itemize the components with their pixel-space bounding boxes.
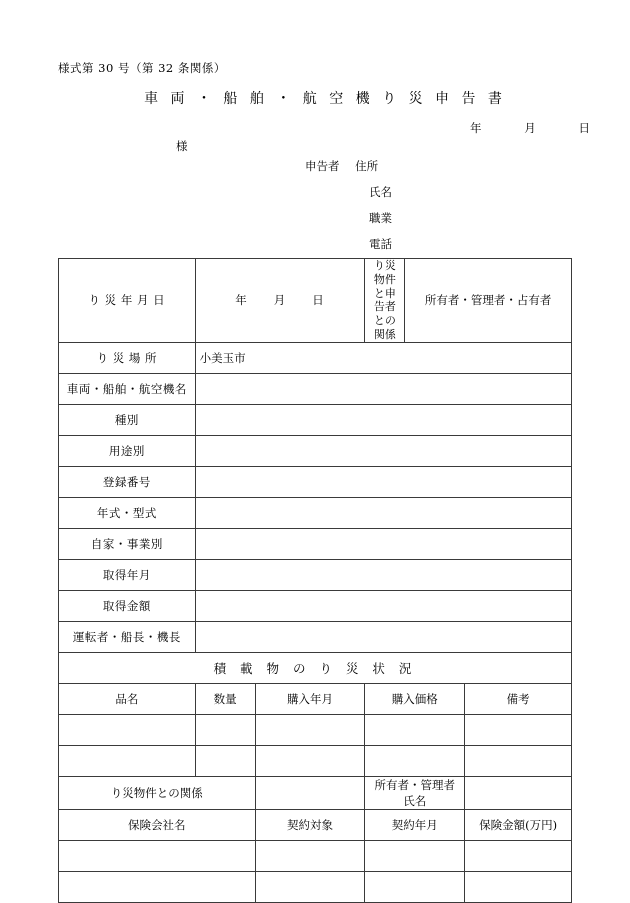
insurance-cell-amount[interactable] [465, 840, 572, 871]
cargo-header-item: 品名 [59, 683, 196, 714]
table-row [59, 497, 572, 528]
label-disaster-date: り 災 年 月 日 [59, 259, 196, 343]
field-private-business[interactable] [195, 528, 571, 559]
insurance-headers-row [59, 809, 572, 840]
table-row [59, 621, 572, 652]
cargo-section-header-row [59, 652, 572, 683]
field-year-model[interactable] [195, 497, 571, 528]
table-row [59, 404, 572, 435]
insurance-cell-contract-date[interactable] [365, 871, 465, 902]
cargo-cell-purchase-date[interactable] [255, 745, 365, 776]
cargo-cell-purchase-date[interactable] [255, 714, 365, 745]
cargo-cell-purchase-price[interactable] [365, 745, 465, 776]
form-number: 様式第 30 号（第 32 条関係） [58, 61, 226, 75]
declarant-field-phone: 電話 [369, 237, 392, 251]
table-row-disaster-date [59, 259, 572, 343]
label-type: 種別 [59, 404, 196, 435]
table-row [59, 528, 572, 559]
insurance-cell-amount[interactable] [465, 871, 572, 902]
declarant-name-row [305, 184, 392, 200]
table-row [59, 466, 572, 497]
field-relation-to-object-2[interactable] [255, 776, 365, 809]
label-vehicle-name: 車両・船舶・航空機名 [59, 373, 196, 404]
cargo-cell-remarks[interactable] [465, 745, 572, 776]
insurance-cell-company[interactable] [59, 840, 256, 871]
field-disaster-date[interactable] [195, 259, 365, 343]
table-row [59, 559, 572, 590]
issue-date-year: 年 [470, 121, 482, 135]
disaster-date-year: 年 [235, 293, 248, 308]
declarant-field-occupation: 職業 [369, 211, 392, 225]
insurance-cell-object[interactable] [255, 871, 365, 902]
cargo-cell-quantity[interactable] [195, 714, 255, 745]
field-driver-captain-pilot[interactable] [195, 621, 571, 652]
field-acquisition-amount[interactable] [195, 590, 571, 621]
label-driver-captain-pilot: 運転者・船長・機長 [59, 621, 196, 652]
field-type[interactable] [195, 404, 571, 435]
cargo-cell-quantity[interactable] [195, 745, 255, 776]
table-row [59, 435, 572, 466]
main-form-table [58, 258, 572, 903]
cargo-section-title: 積 載 物 の り 災 状 況 [59, 652, 572, 683]
label-acquisition-amount: 取得金額 [59, 590, 196, 621]
disaster-date-day: 日 [312, 293, 325, 308]
cargo-cell-purchase-price[interactable] [365, 714, 465, 745]
declarant-block [305, 158, 392, 262]
addressee-label: 様 [176, 139, 188, 153]
label-owner-manager-name: 所有者・管理者氏名 [365, 776, 465, 809]
label-usage: 用途別 [59, 435, 196, 466]
field-acquisition-date[interactable] [195, 559, 571, 590]
label-acquisition-date: 取得年月 [59, 559, 196, 590]
cargo-row [59, 714, 572, 745]
issue-date-day: 日 [578, 121, 590, 135]
page-title: 車 両 ・ 船 舶 ・ 航 空 機 り 災 申 告 書 [144, 91, 506, 107]
insurance-header-object: 契約対象 [255, 809, 365, 840]
cargo-cell-item[interactable] [59, 714, 196, 745]
cargo-cell-item[interactable] [59, 745, 196, 776]
issue-date-line [470, 120, 590, 136]
field-disaster-place[interactable]: 小美玉市 [195, 342, 571, 373]
declarant-occupation-row [305, 210, 392, 226]
label-year-model: 年式・型式 [59, 497, 196, 528]
insurance-header-contract-date: 契約年月 [365, 809, 465, 840]
table-row-place [59, 342, 572, 373]
label-owner-manager-occupant: 所有者・管理者・占有者 [405, 259, 572, 343]
relation-owner-row [59, 776, 572, 809]
insurance-row [59, 840, 572, 871]
label-relation-to-object-2: り災物件との関係 [59, 776, 256, 809]
declarant-phone-row [305, 236, 392, 252]
issue-date-month: 月 [524, 121, 536, 135]
insurance-cell-company[interactable] [59, 871, 256, 902]
label-registration-number: 登録番号 [59, 466, 196, 497]
insurance-header-amount: 保険金額(万円) [465, 809, 572, 840]
insurance-cell-object[interactable] [255, 840, 365, 871]
declarant-label: 申告者 [305, 159, 340, 173]
field-usage[interactable] [195, 435, 571, 466]
field-owner-manager-name[interactable] [465, 776, 572, 809]
field-vehicle-name[interactable] [195, 373, 571, 404]
label-disaster-place: り 災 場 所 [59, 342, 196, 373]
declarant-field-name: 氏名 [369, 185, 392, 199]
cargo-header-purchase-price: 購入価格 [365, 683, 465, 714]
cargo-header-quantity: 数量 [195, 683, 255, 714]
insurance-header-company: 保険会社名 [59, 809, 256, 840]
declarant-field-address: 住所 [355, 159, 379, 173]
cargo-cell-remarks[interactable] [465, 714, 572, 745]
cargo-headers-row [59, 683, 572, 714]
insurance-cell-contract-date[interactable] [365, 840, 465, 871]
label-private-business: 自家・事業別 [59, 528, 196, 559]
insurance-row [59, 871, 572, 902]
cargo-header-purchase-date: 購入年月 [255, 683, 365, 714]
disaster-date-month: 月 [273, 293, 287, 308]
cargo-header-remarks: 備考 [465, 683, 572, 714]
table-row [59, 373, 572, 404]
declarant-address-row [305, 158, 392, 174]
cargo-row [59, 745, 572, 776]
field-registration-number[interactable] [195, 466, 571, 497]
table-row [59, 590, 572, 621]
label-relation-to-object: り災物件と申 告者との関係 [365, 259, 405, 343]
